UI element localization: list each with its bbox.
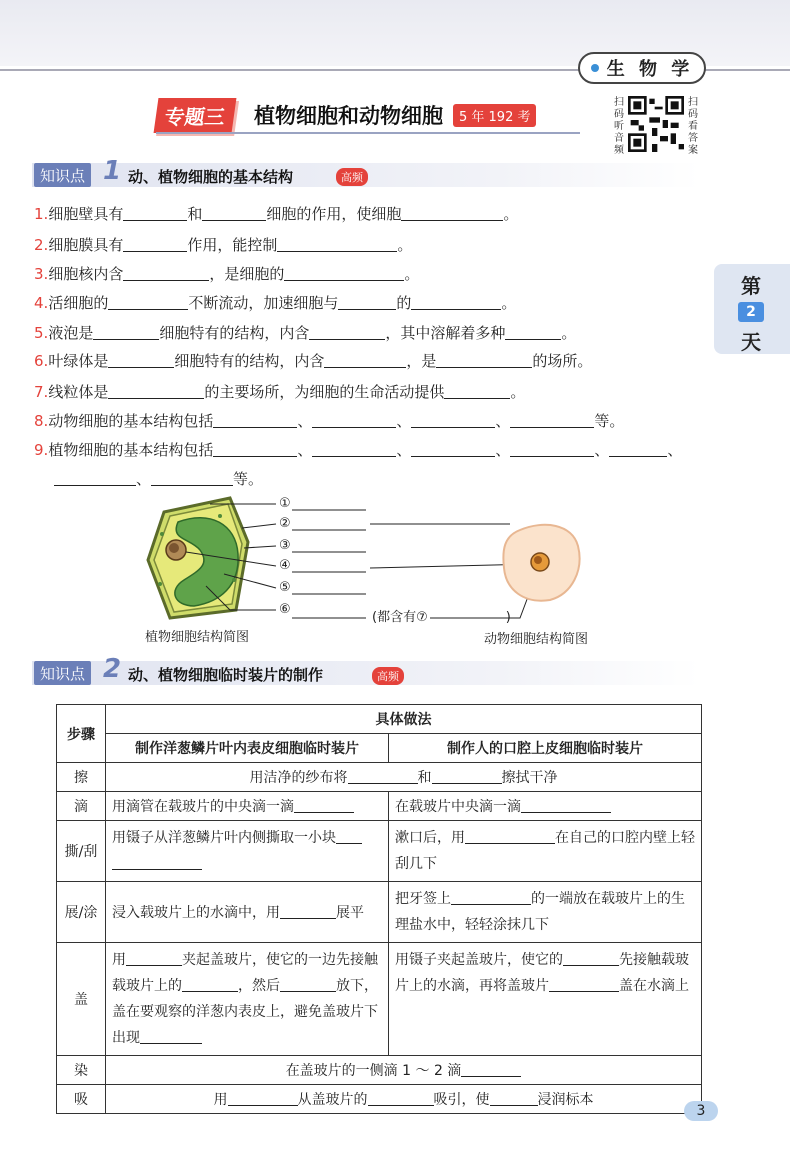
qr-code-icon[interactable] — [628, 96, 684, 152]
animal-cell-caption: 动物细胞结构简图 — [484, 632, 589, 647]
answer-blank[interactable] — [182, 977, 238, 992]
day-tab — [714, 264, 790, 354]
question-text: 、 — [495, 412, 511, 430]
question-number: 7. — [34, 383, 49, 401]
question-text: 。 — [404, 265, 420, 283]
question-4 — [34, 292, 516, 313]
table-row: 吸 用 从盖玻片的 吸引，使 浸润标本 — [57, 1085, 702, 1114]
question-number: 5. — [34, 324, 49, 342]
answer-blank[interactable] — [521, 798, 611, 813]
answer-blank[interactable] — [432, 769, 502, 784]
answer-blank[interactable] — [202, 205, 266, 221]
qr-right-caption: 扫码看答案 — [688, 97, 698, 156]
diagram-label-2: ② — [279, 516, 291, 531]
header-step: 步骤 — [57, 705, 106, 763]
answer-blank[interactable] — [444, 383, 510, 399]
answer-blank[interactable] — [461, 1062, 521, 1077]
diagram-label-5: ⑤ — [279, 580, 291, 595]
answer-blank[interactable] — [277, 236, 397, 252]
kp1-frequency: 高频 — [336, 168, 368, 186]
diagram-label-1: ① — [279, 496, 291, 511]
diagram-note: (都含有⑦ ) — [372, 610, 511, 625]
kp2-title: 动、植物细胞临时装片的制作 — [128, 666, 324, 684]
question-text: ，其中溶解着多种 — [385, 324, 506, 342]
answer-blank[interactable] — [609, 441, 667, 457]
subject-label: 生 物 学 — [606, 59, 694, 80]
question-text: 细胞膜具有 — [48, 236, 124, 254]
answer-blank[interactable] — [312, 412, 396, 428]
question-7 — [34, 381, 525, 402]
answer-blank[interactable] — [213, 441, 297, 457]
answer-blank[interactable] — [465, 829, 555, 844]
table-row: 染 在盖玻片的一侧滴 1 ～ 2 滴 — [57, 1056, 702, 1085]
answer-blank[interactable] — [108, 352, 174, 368]
plant-cell-illustration — [148, 498, 248, 618]
question-text: 。 — [501, 294, 517, 312]
question-text: 。 — [561, 324, 577, 342]
topic-header — [156, 98, 536, 132]
answer-blank[interactable] — [151, 470, 233, 486]
answer-blank[interactable] — [213, 412, 297, 428]
table-row: 滴 用滴管在载玻片的中央滴一滴 在载玻片中央滴一滴 — [57, 792, 702, 821]
question-number: 6. — [34, 352, 49, 370]
answer-blank[interactable] — [93, 324, 159, 340]
answer-blank[interactable] — [123, 236, 187, 252]
question-text: 细胞壁具有 — [48, 205, 124, 223]
cell-diagram — [140, 494, 600, 624]
answer-blank[interactable] — [54, 470, 136, 486]
diagram-label-6: ⑥ — [279, 602, 291, 617]
page-number: 3 — [684, 1101, 718, 1121]
table-row: 盖 用 夹起盖玻片，使它的一边先接触载玻片上的 ，然后 放下，盖在要观察的洋葱内表皮上，避免盖玻片下出现 用镊子夹起盖玻片，使它的 先接触载玻片上的水滴，再将盖玻片 盖在水滴上 — [57, 943, 702, 1056]
topic-title: 植物细胞和动物细胞 — [254, 104, 443, 128]
kp2-frequency: 高频 — [372, 667, 404, 685]
question-text: 的 — [396, 294, 412, 312]
topic-frequency: 5 年 192 考 — [453, 104, 536, 127]
answer-blank[interactable] — [348, 769, 418, 784]
question-3 — [34, 263, 419, 284]
answer-blank[interactable] — [411, 412, 495, 428]
animal-cell-illustration — [503, 525, 579, 601]
answer-blank[interactable] — [123, 265, 209, 281]
question-number: 8. — [34, 412, 49, 430]
question-text: 、 — [594, 441, 610, 459]
question-9 — [34, 439, 682, 460]
answer-blank[interactable] — [549, 977, 619, 992]
question-number: 3. — [34, 265, 49, 283]
kp1-number: 1 — [103, 156, 122, 186]
answer-blank[interactable] — [401, 205, 503, 221]
question-5 — [34, 322, 576, 343]
question-text: 的场所。 — [532, 352, 593, 370]
answer-blank[interactable] — [563, 951, 619, 966]
answer-blank[interactable] — [108, 294, 188, 310]
answer-blank[interactable] — [123, 205, 187, 221]
diagram-label-4: ④ — [279, 558, 291, 573]
header-animal: 制作人的口腔上皮细胞临时装片 — [389, 734, 702, 763]
answer-blank[interactable] — [312, 441, 396, 457]
diagram-label-3: ③ — [279, 538, 291, 553]
question-text: 的主要场所，为细胞的生命活动提供 — [204, 383, 445, 401]
qr-left-caption: 扫码听音频 — [614, 97, 624, 156]
table-row: 擦 用洁净的纱布将 和 擦拭干净 — [57, 763, 702, 792]
question-text: 细胞的作用，使细胞 — [266, 205, 402, 223]
answer-blank[interactable] — [510, 441, 594, 457]
question-text: 动物细胞的基本结构包括 — [48, 412, 214, 430]
question-text: 、 — [396, 441, 412, 459]
question-number: 2. — [34, 236, 49, 254]
question-text: ，是细胞的 — [209, 265, 285, 283]
question-text: 。 — [510, 383, 526, 401]
table-subheader-row — [57, 734, 702, 763]
question-1 — [34, 203, 518, 224]
answer-blank[interactable] — [126, 951, 182, 966]
question-text: 、 — [495, 441, 511, 459]
answer-lines — [292, 510, 510, 618]
answer-blank[interactable] — [112, 855, 202, 870]
answer-blank[interactable] — [324, 352, 406, 368]
kp1-title: 动、植物细胞的基本结构 — [128, 168, 294, 186]
question-number: 4. — [34, 294, 49, 312]
question-text: 作用，能控制 — [187, 236, 278, 254]
answer-blank[interactable] — [338, 294, 396, 310]
question-text: 。 — [397, 236, 413, 254]
question-8 — [34, 410, 624, 431]
kp2-label: 知识点 — [34, 661, 91, 685]
answer-blank[interactable] — [451, 890, 531, 905]
day-number: 2 — [738, 302, 764, 322]
table-row: 撕/刮 用镊子从洋葱鳞片叶内侧撕取一小块 漱口后，用 在自己的口腔内壁上轻刮几下 — [57, 821, 702, 882]
question-text: ，是 — [406, 352, 437, 370]
question-text: 、 — [396, 412, 412, 430]
answer-blank[interactable] — [280, 977, 336, 992]
answer-blank[interactable] — [510, 412, 594, 428]
answer-blank[interactable] — [411, 441, 495, 457]
question-2 — [34, 234, 412, 255]
answer-blank[interactable] — [490, 1091, 538, 1106]
question-text: 、 — [297, 441, 313, 459]
answer-blank[interactable] — [336, 829, 362, 844]
question-text: 叶绿体是 — [48, 352, 109, 370]
question-number: 9. — [34, 441, 49, 459]
kp1-label: 知识点 — [34, 163, 91, 187]
answer-blank[interactable] — [294, 798, 354, 813]
answer-blank[interactable] — [108, 383, 204, 399]
day-prefix: 第 — [741, 274, 761, 298]
answer-blank[interactable] — [368, 1091, 434, 1106]
answer-blank[interactable] — [228, 1091, 298, 1106]
question-text: 等。 — [594, 412, 625, 430]
topic-badge: 专题三 — [154, 98, 237, 133]
answer-blank[interactable] — [505, 324, 561, 340]
answer-blank[interactable] — [436, 352, 532, 368]
question-text: 线粒体是 — [48, 383, 109, 401]
question-text: 植物细胞的基本结构包括 — [48, 441, 214, 459]
question-text: 活细胞的 — [48, 294, 109, 312]
answer-blank[interactable] — [309, 324, 385, 340]
table-row: 展/涂 浸入载玻片上的水滴中，用 展平 把牙签上 的一端放在载玻片上的生理盐水中，轻轻涂抹几下 — [57, 882, 702, 943]
question-9-continued: 、 等。 — [54, 468, 263, 489]
question-text: 。 — [503, 205, 519, 223]
question-text: 、 — [667, 441, 683, 459]
plant-cell-caption: 植物细胞结构简图 — [145, 630, 250, 645]
question-text: 不断流动，加速细胞与 — [188, 294, 339, 312]
question-text: 和 — [187, 205, 203, 223]
question-text: 液泡是 — [48, 324, 94, 342]
question-text: 细胞特有的结构，内含 — [159, 324, 310, 342]
header-plant: 制作洋葱鳞片叶内表皮细胞临时装片 — [106, 734, 389, 763]
question-text: 、 — [297, 412, 313, 430]
procedure-table — [56, 704, 702, 1114]
topic-underline — [156, 132, 580, 134]
day-suffix: 天 — [741, 330, 761, 354]
subject-tab — [578, 52, 706, 84]
question-6 — [34, 350, 592, 371]
question-text: 细胞特有的结构，内含 — [174, 352, 325, 370]
header-method: 具体做法 — [106, 705, 702, 734]
kp2-number: 2 — [103, 654, 122, 684]
bullet-icon — [591, 64, 599, 72]
question-number: 1. — [34, 205, 49, 223]
question-text: 细胞核内含 — [48, 265, 124, 283]
answer-blank[interactable] — [140, 1029, 202, 1044]
answer-blank[interactable] — [280, 904, 336, 919]
answer-blank[interactable] — [411, 294, 501, 310]
answer-blank[interactable] — [284, 265, 404, 281]
table-header-row — [57, 705, 702, 734]
